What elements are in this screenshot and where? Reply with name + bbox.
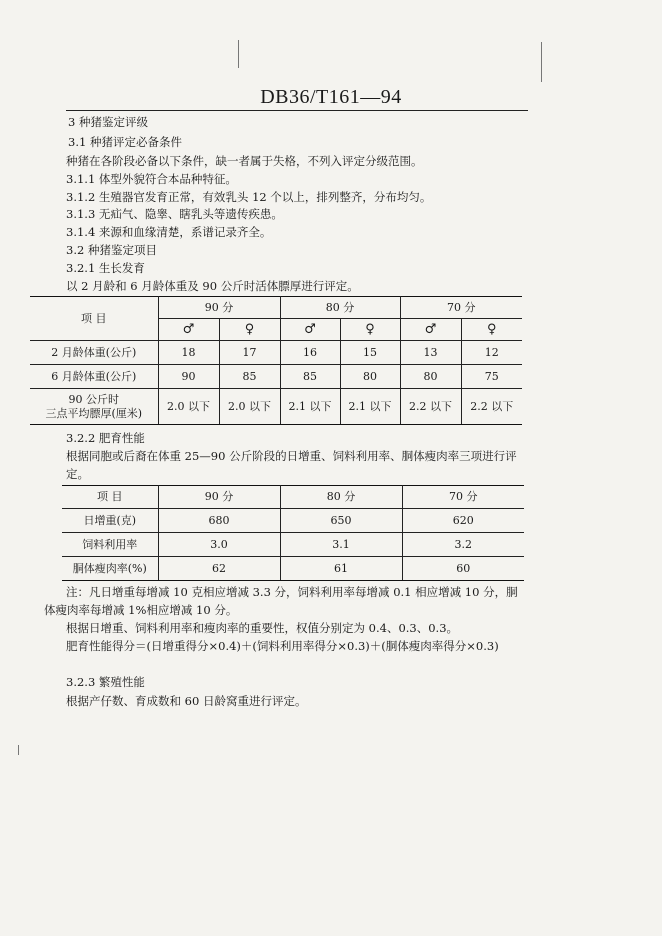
grade-header: 70 分 bbox=[402, 486, 524, 509]
male-symbol: ♂ bbox=[280, 319, 340, 341]
clause-3-1-4: 3.1.4 来源和血缘清楚，系谱记录齐全。 bbox=[66, 225, 272, 239]
table-cell: 2.2 以下 bbox=[461, 389, 522, 425]
growth-table bbox=[30, 296, 522, 425]
row-label: 饲料利用率 bbox=[62, 533, 158, 557]
fattening-table bbox=[62, 485, 524, 581]
table-cell: 80 bbox=[400, 365, 461, 389]
table-cell: 620 bbox=[402, 509, 524, 533]
item-header: 项 目 bbox=[62, 486, 158, 509]
female-symbol: ♀ bbox=[340, 319, 400, 341]
scan-crop-mark bbox=[18, 745, 19, 755]
clause-3-1-1: 3.1.1 体型外貌符合本品种特征。 bbox=[66, 172, 237, 186]
section-heading-3-2-3: 3.2.3 繁殖性能 bbox=[66, 675, 145, 689]
row-label bbox=[30, 389, 158, 425]
table-cell: 3.1 bbox=[280, 533, 402, 557]
section-heading-3: 3 种猪鉴定评级 bbox=[68, 115, 148, 129]
row-label: 胴体瘦肉率(%) bbox=[62, 557, 158, 581]
scan-crop-mark bbox=[541, 42, 542, 82]
female-symbol: ♀ bbox=[219, 319, 280, 341]
standard-code: DB36/T161—94 bbox=[260, 86, 402, 108]
table-cell: 2.0 以下 bbox=[219, 389, 280, 425]
row-label: 6 月龄体重(公斤) bbox=[30, 365, 158, 389]
weights-paragraph: 根据日增重、饲料利用率和瘦肉率的重要性，权值分别定为 0.4、0.3、0.3。 bbox=[66, 621, 459, 635]
table-cell: 61 bbox=[280, 557, 402, 581]
table-cell: 2.1 以下 bbox=[280, 389, 340, 425]
male-symbol: ♂ bbox=[158, 319, 219, 341]
table-cell: 90 bbox=[158, 365, 219, 389]
score-formula: 肥育性能得分＝(日增重得分×0.4)＋(饲料利用率得分×0.3)＋(胴体瘦肉率得分×0.3) bbox=[66, 639, 499, 653]
item-header: 项 目 bbox=[30, 297, 158, 341]
table-cell: 2.0 以下 bbox=[158, 389, 219, 425]
female-symbol: ♀ bbox=[461, 319, 522, 341]
paragraph-3-2-1: 以 2 月龄和 6 月龄体重及 90 公斤时活体膘厚进行评定。 bbox=[66, 279, 359, 293]
table-cell: 3.2 bbox=[402, 533, 524, 557]
header-rule bbox=[66, 110, 528, 111]
table-cell: 17 bbox=[219, 341, 280, 365]
grade-header: 70 分 bbox=[400, 297, 522, 319]
table-cell: 18 bbox=[158, 341, 219, 365]
table-cell: 15 bbox=[340, 341, 400, 365]
section-heading-3-2: 3.2 种猪鉴定项目 bbox=[66, 243, 157, 257]
paragraph-3-2-2: 根据同胞或后裔在体重 25—90 公斤阶段的日增重、饲料利用率、胴体瘦肉率三项进行评定。 bbox=[66, 449, 517, 481]
table-cell: 13 bbox=[400, 341, 461, 365]
grade-header: 80 分 bbox=[280, 297, 400, 319]
table-cell: 85 bbox=[280, 365, 340, 389]
section-heading-3-2-2: 3.2.2 肥育性能 bbox=[66, 431, 145, 445]
clause-3-1-3: 3.1.3 无疝气、隐睾、瞎乳头等遗传疾患。 bbox=[66, 207, 283, 221]
table-cell: 75 bbox=[461, 365, 522, 389]
table-cell: 16 bbox=[280, 341, 340, 365]
paragraph-3-2-3: 根据产仔数、育成数和 60 日龄窝重进行评定。 bbox=[66, 694, 307, 708]
section-heading-3-2-1: 3.2.1 生长发育 bbox=[66, 261, 145, 275]
male-symbol: ♂ bbox=[400, 319, 461, 341]
clause-3-1-2: 3.1.2 生殖器官发育正常，有效乳头 12 个以上，排列整齐，分布均匀。 bbox=[66, 190, 432, 204]
table-cell: 12 bbox=[461, 341, 522, 365]
table-cell: 62 bbox=[158, 557, 280, 581]
row-label: 日增重(克) bbox=[62, 509, 158, 533]
table-cell: 650 bbox=[280, 509, 402, 533]
scan-crop-mark bbox=[238, 40, 239, 68]
row-label-line: 90 公斤时 bbox=[68, 392, 119, 406]
table-cell: 2.2 以下 bbox=[400, 389, 461, 425]
grade-header: 90 分 bbox=[158, 297, 280, 319]
row-label-line: 三点平均膘厚(厘米) bbox=[45, 406, 143, 420]
table-cell: 80 bbox=[340, 365, 400, 389]
table-cell: 680 bbox=[158, 509, 280, 533]
table-cell: 3.0 bbox=[158, 533, 280, 557]
table-cell: 2.1 以下 bbox=[340, 389, 400, 425]
table-note: 注：凡日增重每增减 10 克相应增减 3.3 分，饲料利用率每增减 0.1 相应增减 10 分，胴体瘦肉率每增减 1%相应增减 10 分。 bbox=[44, 585, 518, 617]
grade-header: 80 分 bbox=[280, 486, 402, 509]
paragraph-3-1: 种猪在各阶段必备以下条件，缺一者属于失格，不列入评定分级范围。 bbox=[66, 154, 423, 168]
table-cell: 60 bbox=[402, 557, 524, 581]
table-cell: 85 bbox=[219, 365, 280, 389]
grade-header: 90 分 bbox=[158, 486, 280, 509]
section-heading-3-1: 3.1 种猪评定必备条件 bbox=[68, 135, 182, 149]
row-label: 2 月龄体重(公斤) bbox=[30, 341, 158, 365]
